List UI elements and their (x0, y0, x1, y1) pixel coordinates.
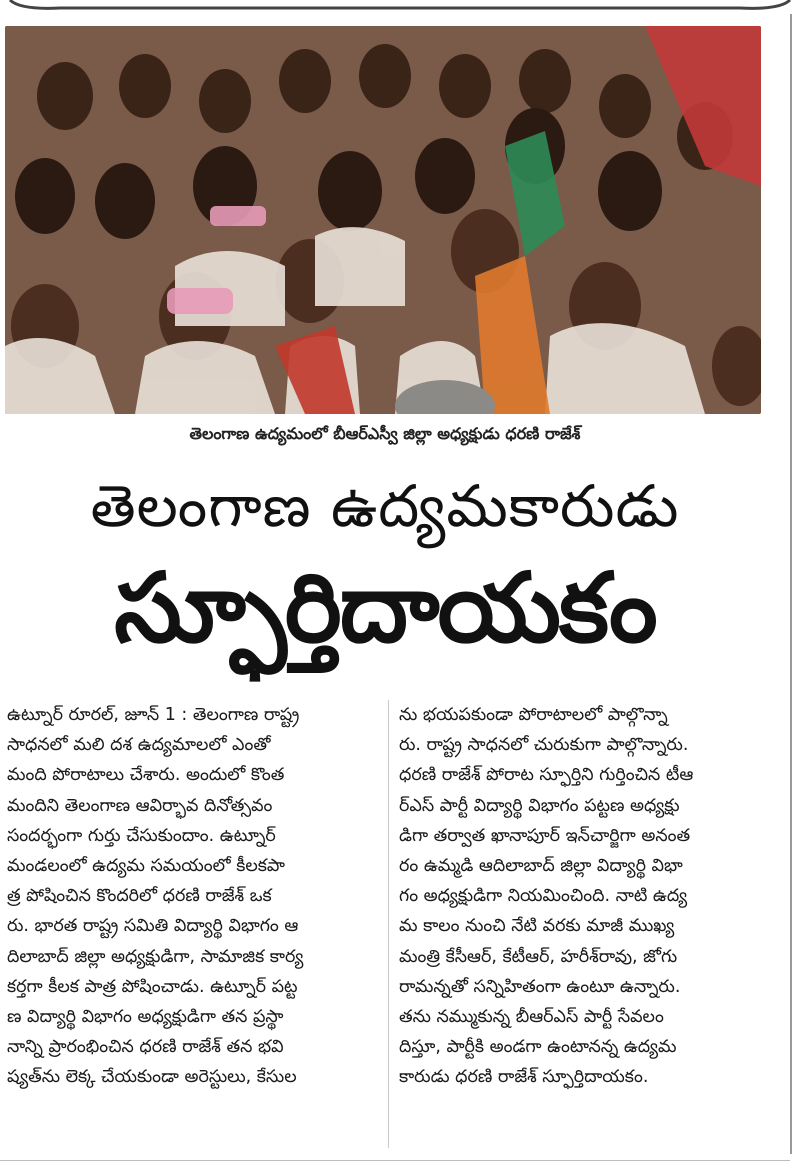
column-divider-right (790, 14, 792, 1154)
body-line: సాధనలో మలి దశ ఉద్యమాలలో ఎంతో (7, 735, 271, 756)
crowd-photo-illustration (5, 26, 761, 414)
news-photo (5, 26, 761, 414)
body-line: రామన్నతో సన్నిహితంగా ఉంటూ ఉన్నారు. (399, 976, 681, 997)
clipping-bottom-border (0, 1160, 790, 1161)
article-kicker: తెలంగాణ ఉద్యమకారుడు (90, 472, 680, 540)
body-line: మండలంలో ఉద్యమ సమయంలో కీలకపా (7, 856, 285, 877)
body-line: రు. రాష్ట్ర సాధనలో చురుకుగా పాల్గొన్నారు. (399, 735, 689, 756)
body-line: ర్ఎస్ పార్టీ విద్యార్థి విభాగం పట్టణ అధ్యక్షు (399, 795, 680, 816)
body-line: దిలాబాద్ జిల్లా అధ్యక్షుడిగా, సామాజిక కార్య (7, 946, 304, 967)
body-line: డిగా తర్వాత ఖానాపూర్ ఇన్‌చార్జిగా అనంత (399, 825, 691, 846)
body-line: ను భయపకుండా పోరాటాలలో పాల్గొన్నా (399, 705, 668, 725)
body-line: ఉట్నూర్ రూరల్, జూన్ 1 : తెలంగాణ రాష్ట్ర (7, 705, 300, 725)
article-body-column-right (399, 700, 771, 1093)
photo-caption: తెలంగాణ ఉద్యమంలో బీఆర్ఎస్వీ జిల్లా అధ్యక్షుడు ధరణి రాజేశ్ (189, 424, 581, 443)
body-line: మంది పోరాటాలు చేశారు. అందులో కొంత (7, 765, 285, 786)
body-line: రు. భారత రాష్ట్ర సమితి విద్యార్థి విభాగం ఆ (7, 916, 299, 937)
article-body-column-left (7, 700, 379, 1093)
body-line: దిస్తూ, పార్టీకి అండగా ఉంటానన్న ఉద్యమ (399, 1037, 677, 1058)
body-line: తను నమ్ముకున్న బీఆర్ఎస్ పార్టీ సేవలం (399, 1007, 664, 1028)
body-line: కారుడు ధరణి రాజేశ్ స్ఫూర్తిదాయకం. (399, 1067, 649, 1088)
body-line: గం అధ్యక్షుడిగా నియమించింది. నాటి ఉద్య (399, 886, 688, 907)
body-line: రం ఉమ్మడి ఆదిలాబాద్ జిల్లా విద్యార్థి విభా (399, 856, 683, 877)
body-line: ణ విద్యార్థి విభాగం అధ్యక్షుడిగా తన ప్రస్థా (7, 1007, 284, 1028)
clipping-top-border (0, 0, 800, 14)
body-line: సందర్భంగా గుర్తు చేసుకుందాం. ఉట్నూర్ (7, 825, 276, 846)
article-headline: స్ఫూర్తిదాయకం (114, 552, 656, 664)
body-line: మంత్రి కేసీఆర్, కేటీఆర్, హరీశ్‌రావు, జోగు (399, 946, 678, 967)
body-line: కర్తగా కీలక పాత్ర పోషించాడు. ఉట్నూర్ పట్ట (7, 976, 298, 997)
body-line: ష్యత్‌ను లెక్క చేయకుండా అరెస్టులు, కేసుల (7, 1067, 297, 1088)
body-line: త్ర పోషించిన కొందరిలో ధరణి రాజేశ్ ఒక (7, 886, 272, 907)
column-divider (388, 700, 389, 1148)
body-line: నాన్ని ప్రారంభించిన ధరణి రాజేశ్ తన భవి (7, 1037, 284, 1058)
body-line: ధరణి రాజేశ్ పోరాట స్ఫూర్తిని గుర్తించిన టీఆ (399, 765, 694, 786)
body-line: మ కాలం నుంచి నేటి వరకు మాజీ ముఖ్య (399, 916, 675, 937)
body-line: మందిని తెలంగాణ ఆవిర్భావ దినోత్సవం (7, 795, 273, 816)
